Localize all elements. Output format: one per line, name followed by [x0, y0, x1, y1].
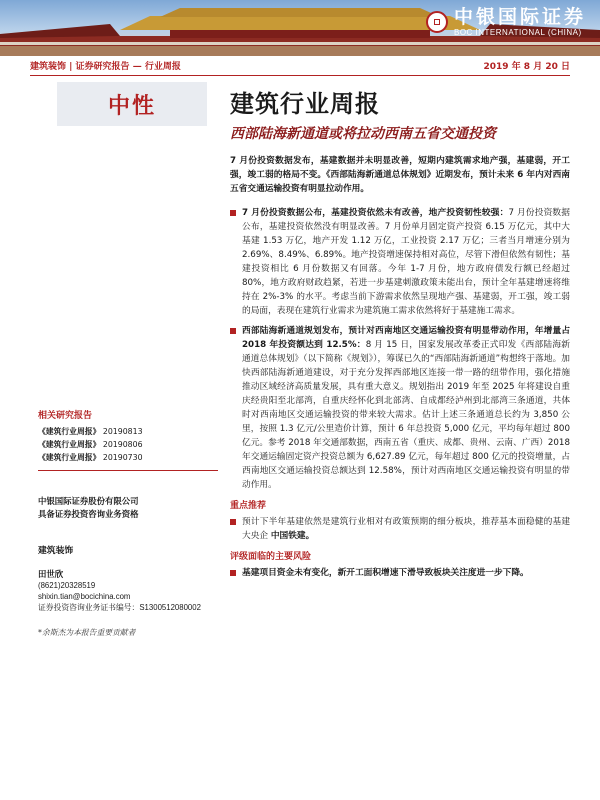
- key-picks-item: [230, 515, 570, 543]
- analyst-email[interactable]: shixin.tian@bocichina.com: [38, 592, 131, 601]
- square-bullet-icon: [230, 519, 236, 525]
- organization-qualification: 具备证券投资咨询业务资格: [38, 509, 139, 519]
- bullet-item: [230, 324, 570, 492]
- contributor-note: *余斯杰为本报告重要贡献者: [38, 628, 136, 637]
- breadcrumb: 建筑装饰 | 证券研究报告 — 行业周报: [30, 62, 181, 72]
- bullet-text: 8 月 15 日，国家发展改革委正式印发《西部陆海新通道总体规划》（以下简称《规划》），筹谋已久的“西部陆海新通道”构想终于落地。加快西部陆海新通道建设，对于充分发挥西部地区连接一带一路的纽带作用，强化措施推动区域经济高质量发展，具有重大意义。规划指出 2019 年至 2025 年将建设自重庆经贵阳至北部湾，自重庆经怀化到北部湾、自成都经泸州到北部湾三条通道，共体时对西南地区交通运输投资的带来较大需求。估计上述三条通道总长约为 3,850 公里，按照 1.3 亿元/公里造价计算，预计 6 年总投资 5,000 亿元，平均每年超过 800 亿元。参考 2018 年交通部数据，西南五省（重庆、成都、贵州、云南、广西）2018 年交通运输固定资产投资总额为 6,627.89 亿元，每年超过 800 亿元的投资增量，占西南地区交通运输投资总额达到 12.58%，预计对西南地区交通运输投资有明显的带动作用。: [242, 340, 570, 490]
- key-picks-highlight: 中国铁建。: [270, 531, 315, 541]
- bullet-lead: 西部陆海新通道规划发布，预计对西南地区交通运输投资有明显带动作用，年增量占 2018 年投资额达到 12.5%：: [242, 326, 570, 350]
- organization-name: 中银国际证券股份有限公司: [38, 496, 139, 506]
- header-divider: [30, 75, 570, 76]
- related-report-item[interactable]: [38, 438, 218, 451]
- rating-badge: 中性: [57, 82, 207, 126]
- bullet-item: [230, 206, 570, 318]
- related-report-date: 20190730: [102, 453, 143, 462]
- main-content: [230, 154, 570, 586]
- risk-text: 基建项目资金未有变化，新开工面积增速下滑导致板块关注度进一步下降。: [242, 568, 529, 578]
- related-reports-heading: 相关研究报告: [38, 411, 93, 421]
- related-report-date: 20190806: [102, 440, 143, 449]
- boc-logo-icon: [426, 11, 448, 33]
- risk-heading: 评级面临的主要风险: [230, 552, 312, 562]
- related-report-title: 《建筑行业周报》: [38, 427, 101, 436]
- report-topbar: [30, 57, 570, 74]
- key-picks-text: 预计下半年基建依然是建筑行业相对有政策预期的细分板块，推荐基本面稳健的基建大央企: [242, 517, 570, 541]
- header-banner: [0, 0, 600, 56]
- related-report-date: 20190813: [102, 427, 143, 436]
- related-report-item[interactable]: [38, 451, 218, 464]
- report-date: 2019 年 8 月 20 日: [483, 62, 570, 72]
- key-picks-heading: 重点推荐: [230, 501, 267, 511]
- square-bullet-icon: [230, 210, 236, 216]
- brand-name-en: BOC INTERNATIONAL (CHINA): [453, 28, 582, 37]
- page-subtitle: 西部陆海新通道或将拉动西南五省交通投资: [230, 126, 496, 142]
- related-report-title: 《建筑行业周报》: [38, 440, 101, 449]
- analyst-license: 证券投资咨询业务证书编号：S1300512080002: [38, 603, 201, 612]
- sector-label: 建筑装饰: [38, 546, 74, 556]
- bullet-lead: 7 月份投资数据公布，基建投资依然未有改善，地产投资韧性较强：: [242, 208, 509, 218]
- square-bullet-icon: [230, 570, 236, 576]
- brand-name-cn: 中银国际证券: [453, 6, 586, 28]
- related-report-title: 《建筑行业周报》: [38, 453, 101, 462]
- analyst-name: 田世欣: [38, 569, 64, 579]
- risk-item: [230, 566, 570, 580]
- analyst-phone: (8621)20328519: [38, 581, 96, 590]
- sidebar: [38, 408, 218, 638]
- related-report-item[interactable]: [38, 425, 218, 438]
- square-bullet-icon: [230, 328, 236, 334]
- page-title: 建筑行业周报: [230, 89, 380, 118]
- summary-paragraph: 7 月份投资数据发布，基建数据并未明显改善，短期内建筑需求地产强，基建弱，开工强，竣工弱的格局不变。《西部陆海新通道总体规划》近期发布，预计未来 6 年内对西南五省交通运输投资有明显拉动作用。: [230, 156, 570, 194]
- brand-lockup: [426, 0, 586, 44]
- organization-info: [38, 495, 218, 521]
- bullet-text: 7 月份投资数据公布，基建投资依然没有明显改善。7 月份单月固定资产投资 6.15 万亿元，其中大基建 1.53 万亿，地产开发 1.12 万亿，工业投资 2.17 万亿；三者当月增速分别为 2.69%、8.49%、6.89%。地产投资增速保持相对高位，尽管下滑但依然有韧性；基建投资相比 6 月份数据又有回落。今年 1-7 月份，地方政府债发行额已经超过 80%，地方政府财政趋紧，若进一步基建刺激政策未能出台，预计全年基建增速将维持在 2%-3% 的水平。考虑当前下游需求依然呈现地产强、基建弱，开工强，竣工弱的局面，表现在建筑行业需求为建筑施工需求依然将好于基建施工需求。: [242, 208, 570, 316]
- sidebar-divider: [38, 470, 218, 471]
